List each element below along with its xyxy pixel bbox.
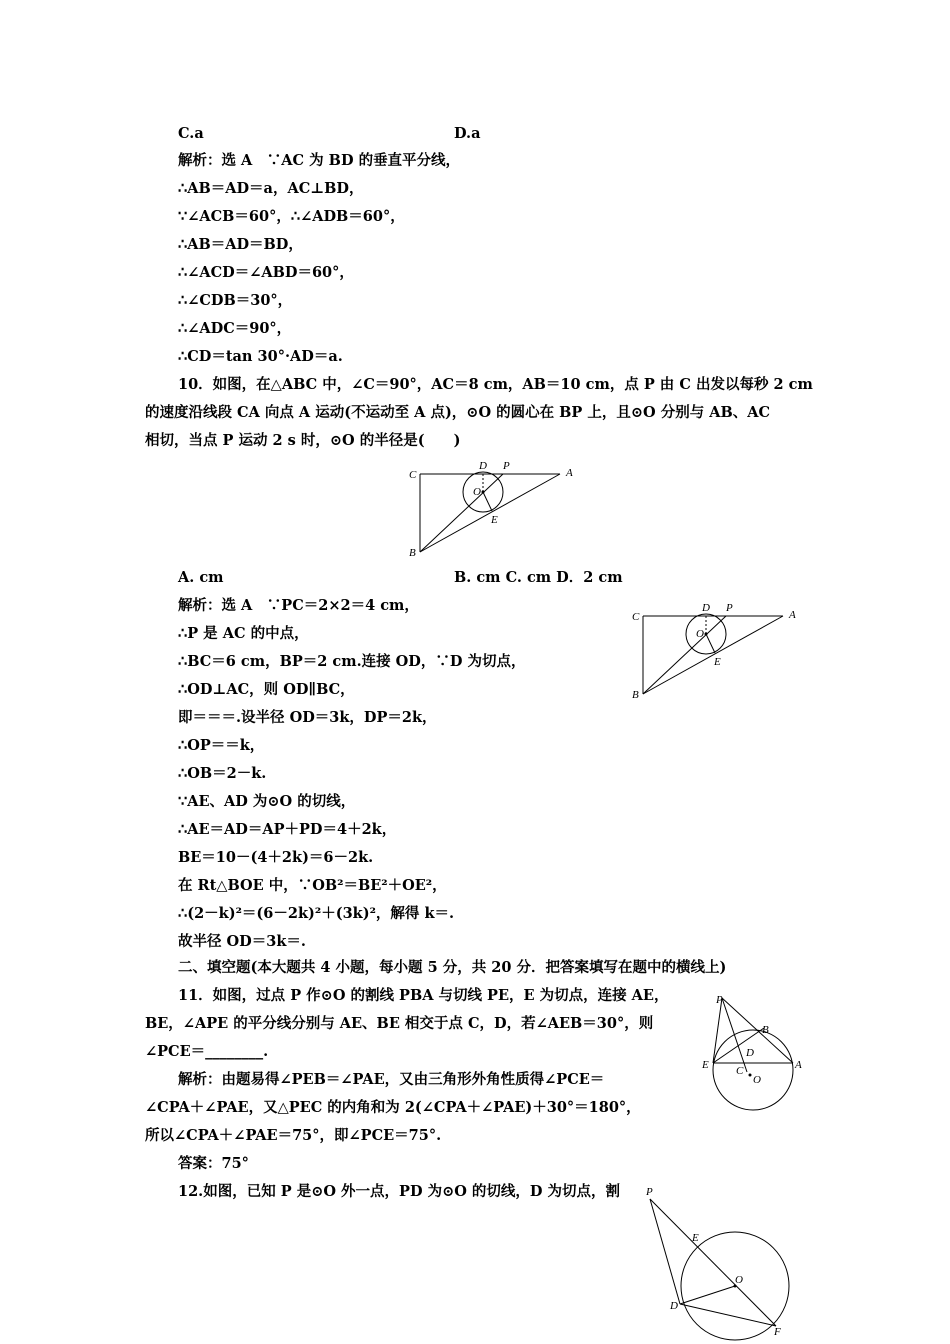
fig3-label-o: O bbox=[753, 1074, 761, 1086]
solution-line: ∴P 是 AC 的中点， bbox=[178, 625, 309, 642]
question-11-line: 11．如图，过点 P 作⊙O 的割线 PBA 与切线 PE，E 为切点，连接 AE， bbox=[178, 987, 669, 1004]
solution-line: ∵AE、AD 为⊙O 的切线， bbox=[178, 793, 356, 810]
solution-line: ∴OB＝2－k. bbox=[178, 765, 267, 782]
fig3-label-d: D bbox=[746, 1047, 754, 1059]
solution-line: ∴AB＝AD＝BD， bbox=[178, 236, 303, 253]
fig3-label-e: E bbox=[702, 1059, 709, 1071]
solution-line: 所以∠CPA＋∠PAE＝75°，即∠PCE＝75°. bbox=[145, 1127, 442, 1144]
question-10-line: 10．如图，在△ABC 中，∠C＝90°，AC＝8 cm，AB＝10 cm，点 P 由 C 出发以每秒 2 cm bbox=[178, 376, 813, 393]
solution-line: ∴AE＝AD＝AP＋PD＝4＋2k， bbox=[178, 821, 397, 838]
fig3-label-c: C bbox=[736, 1065, 744, 1077]
fig1-label-c: C bbox=[409, 469, 417, 481]
fig2-label-e: E bbox=[714, 656, 721, 668]
solution-line: ∴∠CDB＝30°， bbox=[178, 292, 293, 309]
solution-line: 即＝＝＝.设半径 OD＝3k，DP＝2k， bbox=[178, 709, 437, 726]
fig2-label-c: C bbox=[632, 611, 640, 623]
fig1-label-d: D bbox=[479, 460, 487, 472]
answer-line: 答案：75° bbox=[178, 1155, 249, 1172]
solution-line: ∴OD⊥AC，则 OD∥BC， bbox=[178, 681, 355, 698]
circle-figure-3 bbox=[698, 988, 810, 1118]
question-12-line: 12.如图，已知 P 是⊙O 外一点，PD 为⊙O 的切线，D 为切点，割 bbox=[178, 1183, 621, 1200]
question-11-line: BE，∠APE 的平分线分别与 AE、BE 相交于点 C，D，若∠AEB＝30°，则 bbox=[145, 1015, 654, 1032]
solution-line: 解析：选 A ∵AC 为 BD 的垂直平分线， bbox=[178, 152, 461, 169]
circle-figure-4 bbox=[640, 1183, 800, 1344]
solution-line: ∵∠ACB＝60°，∴∠ADB＝60°， bbox=[178, 208, 405, 225]
fig4-label-d: D bbox=[670, 1300, 678, 1312]
fig4-label-o: O bbox=[735, 1274, 743, 1286]
fig4-label-f: F bbox=[774, 1326, 781, 1338]
question-10-line: 的速度沿线段 CA 向点 A 运动(不运动至 A 点)，⊙O 的圆心在 BP 上，且⊙O 分别与 AB、AC bbox=[145, 404, 771, 421]
solution-line: 故半径 OD＝3k＝. bbox=[178, 933, 306, 950]
solution-line: ∴(2－k)²＝(6－2k)²＋(3k)²，解得 k＝. bbox=[178, 905, 455, 922]
fig1-label-p: P bbox=[503, 460, 510, 472]
fig1-label-a: A bbox=[566, 467, 573, 479]
fig4-label-p: P bbox=[646, 1186, 653, 1198]
option-c: C.a bbox=[178, 125, 204, 142]
solution-line: ∴BC＝6 cm，BP＝2 cm.连接 OD，∵D 为切点， bbox=[178, 653, 526, 670]
fig3-label-b: B bbox=[762, 1024, 769, 1036]
fig2-label-a: A bbox=[789, 609, 796, 621]
options-bcd: B. cm C. cm D．2 cm bbox=[454, 569, 623, 586]
option-d: D.a bbox=[454, 125, 481, 142]
question-10-line: 相切，当点 P 运动 2 s 时，⊙O 的半径是( ) bbox=[145, 432, 461, 449]
fig1-label-b: B bbox=[409, 547, 416, 559]
fig3-label-p: P bbox=[716, 994, 723, 1006]
solution-line: BE＝10－(4＋2k)＝6－2k. bbox=[178, 849, 374, 866]
solution-line: ∴∠ADC＝90°， bbox=[178, 320, 292, 337]
solution-line: ∠CPA＋∠PAE，又△PEC 的内角和为 2(∠CPA＋∠PAE)＋30°＝180°， bbox=[145, 1099, 641, 1116]
triangle-figure-2 bbox=[628, 598, 808, 702]
solution-line: 解析：由题易得∠PEB＝∠PAE，又由三角形外角性质得∠PCE＝ bbox=[178, 1071, 605, 1088]
fig3-label-a: A bbox=[795, 1059, 802, 1071]
fig1-label-e: E bbox=[491, 514, 498, 526]
option-a: A. cm bbox=[178, 569, 224, 586]
fig1-label-o: O bbox=[473, 486, 481, 498]
solution-line: ∴OP＝＝k， bbox=[178, 737, 265, 754]
fig2-label-d: D bbox=[702, 602, 710, 614]
fig2-label-o: O bbox=[696, 628, 704, 640]
solution-line: ∴AB＝AD＝a，AC⊥BD， bbox=[178, 180, 364, 197]
triangle-figure-1 bbox=[405, 456, 585, 560]
fig4-label-e: E bbox=[692, 1232, 699, 1244]
fig2-label-p: P bbox=[726, 602, 733, 614]
fig2-label-b: B bbox=[632, 689, 639, 701]
solution-line: ∴CD＝tan 30°·AD＝a. bbox=[178, 348, 343, 365]
solution-line: 解析：选 A ∵PC＝2×2＝4 cm， bbox=[178, 597, 419, 614]
solution-line: ∴∠ACD＝∠ABD＝60°， bbox=[178, 264, 354, 281]
solution-line: 在 Rt△BOE 中，∵OB²＝BE²＋OE²， bbox=[178, 877, 447, 894]
section-heading: 二、填空题(本大题共 4 小题，每小题 5 分，共 20 分．把答案填写在题中的横线上) bbox=[178, 959, 727, 976]
question-11-line: ∠PCE＝________. bbox=[145, 1043, 269, 1060]
